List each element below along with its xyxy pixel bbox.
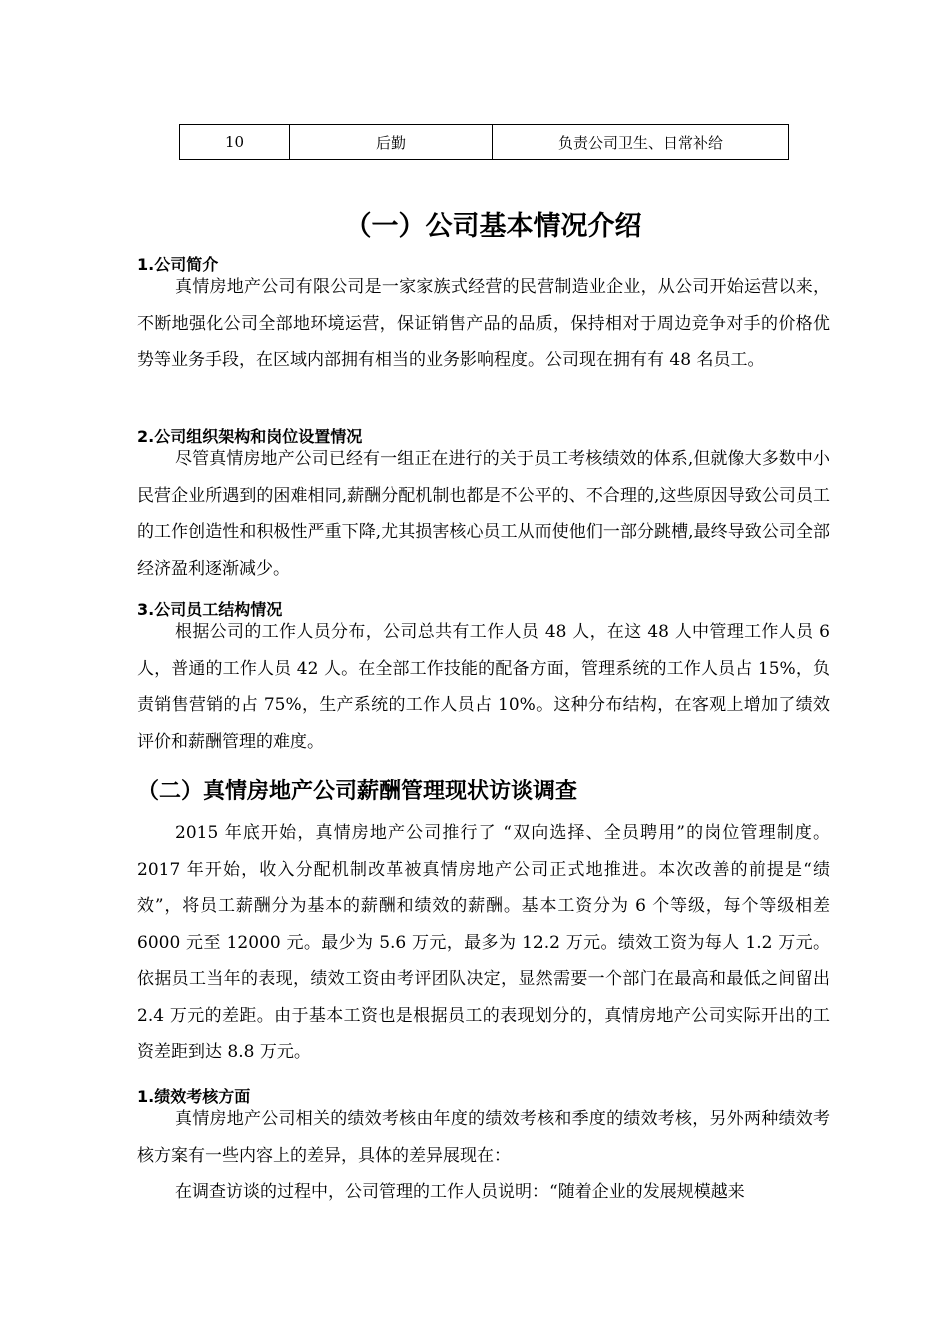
section2-intro-text: 2015 年底开始，真情房地产公司推行了 “双向选择、全员聘用”的岗位管理制度。2017 年开始，收入分配机制改革被真情房地产公司正式地推进。本次改善的前提是“绩效”，将员工薪酬分为基本的薪酬和绩效的薪酬。基本工资分为 6 个等级，每个等级相差 6000 元至 12000 元。最少为 5.6 万元，最多为 12.2 万元。绩效工资为每人 1.2 万元。依据员工当年的表现，绩效工资由考评团队决定，显然需要一个部门在最高和最低之间留出 2.4 万元的差距。由于基本工资也是根据员工的表现划分的，真情房地产公司实际开出的工资差距到达 8.8 万元。 <box>137 823 830 1062</box>
section2-sub1-text2: 在调查访谈的过程中，公司管理的工作人员说明：“随着企业的发展规模越来 <box>175 1182 745 1202</box>
section1-sub3-heading: 3.公司员工结构情况 <box>137 600 283 619</box>
table-row <box>180 125 789 160</box>
section1-sub3-text: 根据公司的工作人员分布，公司总共有工作人员 48 人，在这 48 人中管理工作人员 6 人，普通的工作人员 42 人。在全部工作技能的配备方面，管理系统的工作人员占 15%，负责销售营销的占 75%，生产系统的工作人员占 10%。这种分布结构，在客观上增加了绩效评价和薪酬管理的难度。 <box>137 622 830 752</box>
section2-sub1-text1: 真情房地产公司相关的绩效考核由年度的绩效考核和季度的绩效考核，另外两种绩效考核方案有一些内容上的差异，具体的差异展现在： <box>137 1109 830 1166</box>
table-cell-department: 后勤 <box>290 125 493 160</box>
section1-title: （一）公司基本情况介绍 <box>344 211 642 242</box>
table-cell-number: 10 <box>180 125 290 160</box>
section1-sub2-text: 尽管真情房地产公司已经有一组正在进行的关于员工考核绩效的体系,但就像大多数中小民营企业所遇到的困难相同,薪酬分配机制也都是不公平的、不合理的,这些原因导致公司员工的工作创造性和积极性严重下降,尤其损害核心员工从而使他们一部分跳槽,最终导致公司全部经济盈利逐渐减少。 <box>137 449 830 579</box>
section1-sub1-text: 真情房地产公司有限公司是一家家族式经营的民营制造业企业，从公司开始运营以来，不断地强化公司全部地环境运营，保证销售产品的品质，保持相对于周边竞争对手的价格优势等业务手段，在区域内部拥有相当的业务影响程度。公司现在拥有有 48 名员工。 <box>137 277 830 370</box>
table-cell-duty: 负责公司卫生、日常补给 <box>493 125 789 160</box>
section2-sub1-heading: 1.绩效考核方面 <box>137 1087 251 1106</box>
section1-sub2-heading: 2.公司组织架构和岗位设置情况 <box>137 427 363 446</box>
department-table <box>179 124 789 160</box>
section2-title: （二）真情房地产公司薪酬管理现状访谈调查 <box>137 779 578 804</box>
section1-sub1-heading: 1.公司简介 <box>137 255 219 274</box>
